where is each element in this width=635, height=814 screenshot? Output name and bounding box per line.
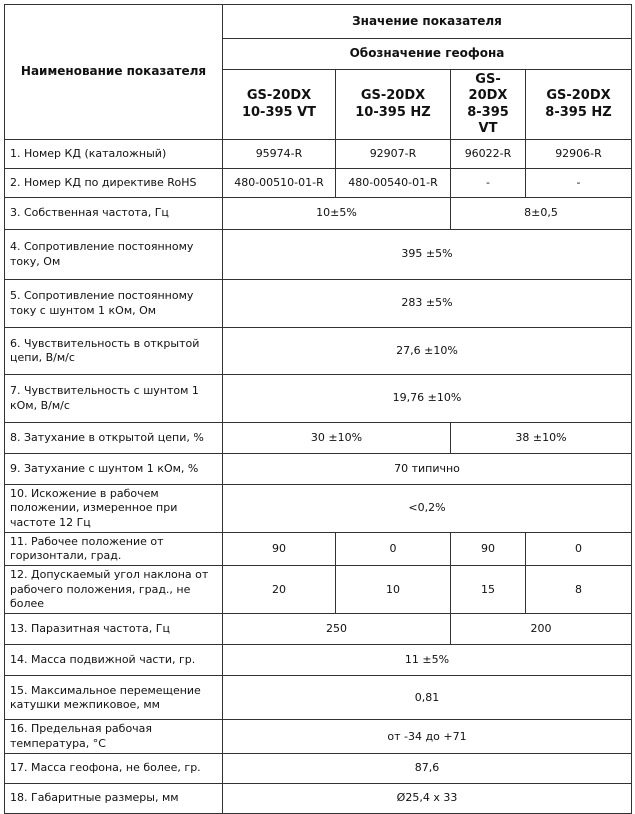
- table-row: [5, 169, 632, 198]
- row-value: 8: [526, 566, 632, 614]
- row-value: 95974-R: [223, 140, 336, 169]
- row-name: 5. Сопротивление постоянному току с шунтом 1 кОм, Ом: [5, 280, 223, 328]
- row-value: 283 ±5%: [223, 280, 632, 328]
- row-value: 90: [223, 532, 336, 566]
- table-row: [5, 454, 632, 485]
- table-row: [5, 375, 632, 423]
- row-name: 17. Масса геофона, не более, гр.: [5, 753, 223, 783]
- row-value: 20: [223, 566, 336, 614]
- table-row: [5, 423, 632, 454]
- row-value: 395 ±5%: [223, 230, 632, 280]
- row-name: 4. Сопротивление постоянному току, Ом: [5, 230, 223, 280]
- row-value: 15: [451, 566, 526, 614]
- table-row: [5, 485, 632, 533]
- table-row: [5, 140, 632, 169]
- table-row: [5, 532, 632, 566]
- row-value: 30 ±10%: [223, 423, 451, 454]
- row-name: 3. Собственная частота, Гц: [5, 198, 223, 230]
- geophone-header-4: [526, 70, 632, 140]
- table-row: [5, 230, 632, 280]
- row-value: Ø25,4 х 33: [223, 783, 632, 813]
- row-name: 11. Рабочее положение от горизонтали, град.: [5, 532, 223, 566]
- row-name: 16. Предельная рабочая температура, °С: [5, 720, 223, 754]
- table-row: [5, 783, 632, 813]
- row-name: 14. Масса подвижной части, гр.: [5, 645, 223, 676]
- table-row: [5, 566, 632, 614]
- row-name: 6. Чувствительность в открытой цепи, В/м/с: [5, 328, 223, 375]
- geophone-variant: 8-395 HZ: [545, 104, 612, 120]
- geophone-variant: 8-395 VT: [467, 104, 509, 136]
- row-value: от -34 до +71: [223, 720, 632, 754]
- row-name: 15. Максимальное перемещение катушки межпиковое, мм: [5, 676, 223, 720]
- row-value: 0: [336, 532, 451, 566]
- geophone-header-3: [451, 70, 526, 140]
- row-value: 0: [526, 532, 632, 566]
- row-value: 87,6: [223, 753, 632, 783]
- table-row: [5, 645, 632, 676]
- row-value: 92906-R: [526, 140, 632, 169]
- specifications-table: [4, 4, 632, 814]
- row-name: 2. Номер КД по директиве RoHS: [5, 169, 223, 198]
- row-value: 70 типично: [223, 454, 632, 485]
- row-value: 38 ±10%: [451, 423, 632, 454]
- row-name: 18. Габаритные размеры, мм: [5, 783, 223, 813]
- row-value: 200: [451, 614, 632, 645]
- row-value: 11 ±5%: [223, 645, 632, 676]
- row-value: 250: [223, 614, 451, 645]
- geophone-variant: 10-395 VT: [241, 104, 317, 120]
- table-row: [5, 280, 632, 328]
- table-row: [5, 676, 632, 720]
- row-value: 27,6 ±10%: [223, 328, 632, 375]
- parameter-column-header: Наименование показателя: [5, 5, 223, 140]
- geophone-header-2: [336, 70, 451, 140]
- geophone-model: GS-20DX: [360, 88, 426, 104]
- row-value: 90: [451, 532, 526, 566]
- row-name: 9. Затухание с шунтом 1 кОм, %: [5, 454, 223, 485]
- table-row: [5, 720, 632, 754]
- row-name: 12. Допускаемый угол наклона от рабочего положения, град., не более: [5, 566, 223, 614]
- geophone-model: GS-20DX: [468, 72, 508, 104]
- row-name: 1. Номер КД (каталожный): [5, 140, 223, 169]
- row-name: 13. Паразитная частота, Гц: [5, 614, 223, 645]
- row-value: 96022-R: [451, 140, 526, 169]
- geophone-model: GS-20DX: [246, 88, 312, 104]
- row-value: <0,2%: [223, 485, 632, 533]
- row-value: 10±5%: [223, 198, 451, 230]
- row-value: -: [526, 169, 632, 198]
- table-row: [5, 328, 632, 375]
- row-value: 480-00540-01-R: [336, 169, 451, 198]
- table-row: [5, 753, 632, 783]
- row-value: 8±0,5: [451, 198, 632, 230]
- value-group-header: Значение показателя: [223, 5, 632, 39]
- row-value: 10: [336, 566, 451, 614]
- row-value: 19,76 ±10%: [223, 375, 632, 423]
- geophone-header-1: [223, 70, 336, 140]
- table-row: [5, 614, 632, 645]
- geophone-variant: 10-395 HZ: [355, 104, 431, 120]
- row-name: 8. Затухание в открытой цепи, %: [5, 423, 223, 454]
- table-row: [5, 198, 632, 230]
- row-name: 7. Чувствительность с шунтом 1 кОм, В/м/с: [5, 375, 223, 423]
- row-value: 92907-R: [336, 140, 451, 169]
- row-value: -: [451, 169, 526, 198]
- row-value: 480-00510-01-R: [223, 169, 336, 198]
- designation-group-header: Обозначение геофона: [223, 39, 632, 70]
- row-value: 0,81: [223, 676, 632, 720]
- row-name: 10. Искожение в рабочем положении, измеренное при частоте 12 Гц: [5, 485, 223, 533]
- geophone-model: GS-20DX: [546, 88, 611, 104]
